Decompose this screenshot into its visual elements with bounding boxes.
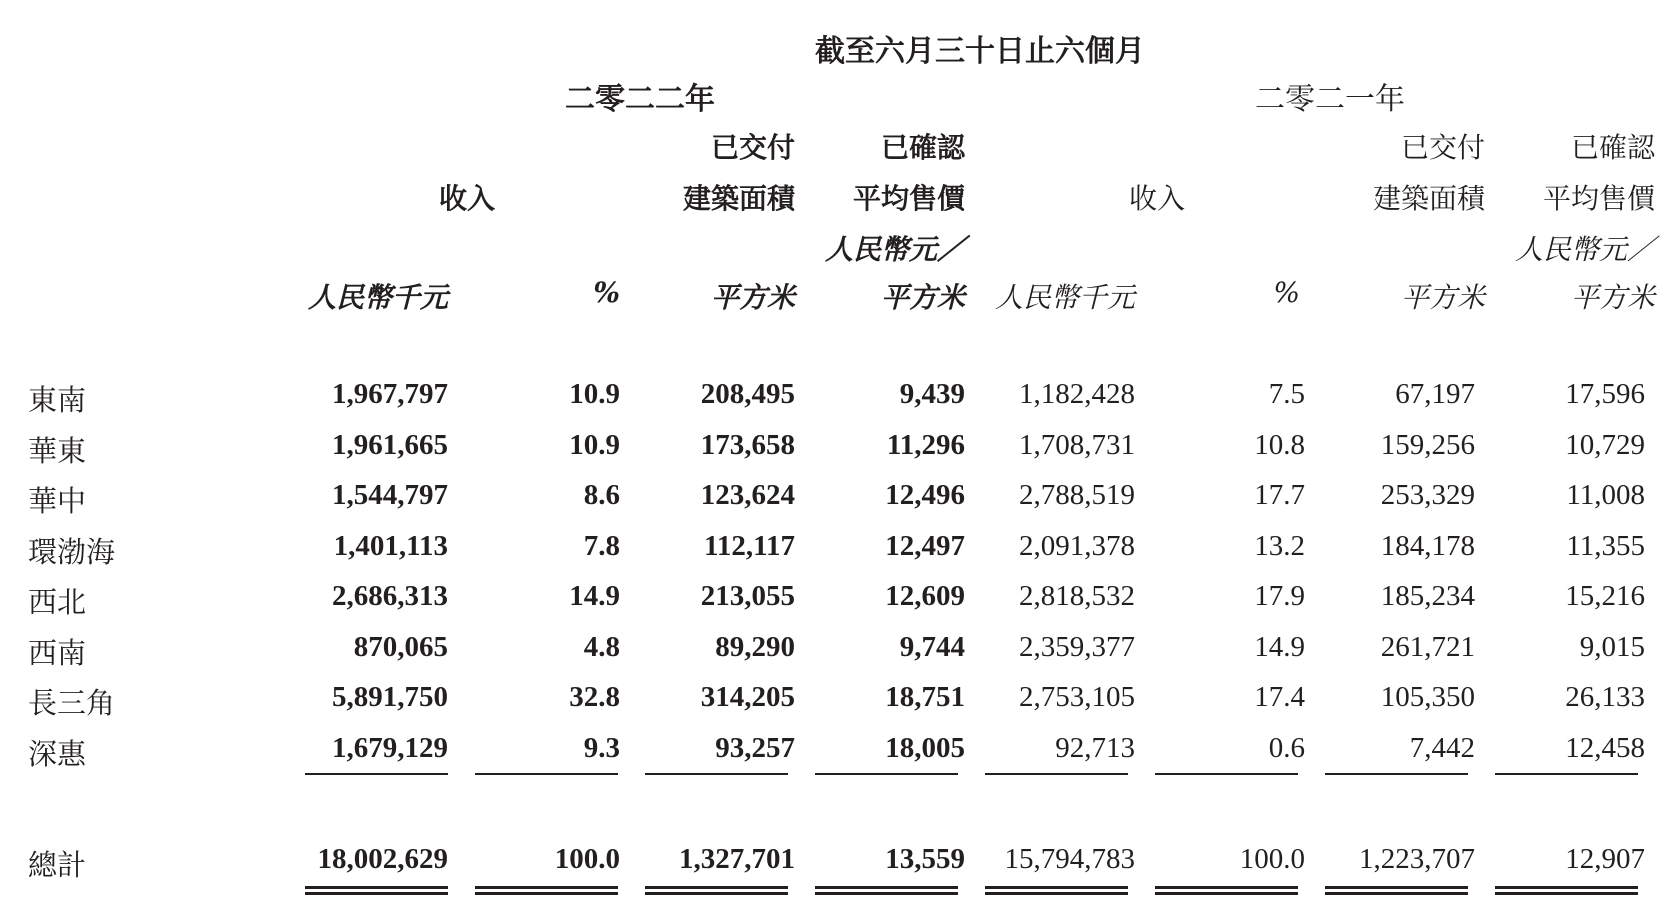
table-cell: 208,495 [700, 378, 795, 410]
table-cell: 253,329 [1380, 479, 1475, 511]
table-cell: 26,133 [1565, 681, 1645, 713]
total-double-rule [1155, 886, 1298, 895]
table-cell: 0.6 [1268, 731, 1305, 764]
table-cell: 261,721 [1380, 630, 1475, 663]
header-revenue-2022: 收入 [438, 182, 495, 215]
table-cell: 89,290 [715, 630, 795, 663]
unit-pct-2021: % [1273, 276, 1300, 309]
table-cell: 11,355 [1566, 529, 1645, 562]
year-2022-heading: 二零二二年 [565, 82, 715, 117]
table-cell: 2,091,378 [1019, 529, 1135, 562]
total-cell: 1,223,707 [1359, 843, 1475, 875]
table-cell: 9,439 [899, 378, 965, 410]
unit-revenue-2021: 人民幣千元 [994, 281, 1135, 314]
table-cell: 93,257 [715, 731, 795, 764]
header-revenue-2021: 收入 [1128, 182, 1185, 215]
unit-gfa-2021: 平方米 [1400, 281, 1485, 314]
table-cell: 213,055 [700, 580, 795, 612]
total-cell: 13,559 [885, 843, 965, 875]
total-double-rule [1325, 886, 1468, 895]
table-cell: 10.8 [1254, 428, 1305, 461]
table-cell: 1,679,129 [332, 731, 448, 764]
table-cell: 13.2 [1254, 529, 1305, 562]
table-cell: 314,205 [700, 681, 795, 713]
total-cell: 18,002,629 [317, 843, 448, 875]
table-cell: 4.8 [583, 630, 620, 663]
header-gfa-2021-line1: 已交付 [1400, 131, 1485, 164]
table-cell: 159,256 [1380, 428, 1475, 461]
table-cell: 17.4 [1254, 681, 1305, 713]
subtotal-rule [815, 773, 958, 775]
subtotal-rule [645, 773, 788, 775]
header-asp-2021-line2: 平均售價 [1542, 182, 1655, 215]
table-cell: 12,609 [885, 580, 965, 612]
table-cell: 1,967,797 [332, 378, 448, 410]
table-cell: 185,234 [1380, 580, 1475, 612]
unit-asp-2021-line1: 人民幣元／ [1514, 233, 1655, 266]
table-cell: 10.9 [569, 428, 620, 461]
row-label: 長三角 [28, 686, 116, 720]
table-cell: 9.3 [583, 731, 620, 764]
table-cell: 11,296 [886, 428, 965, 461]
table-cell: 67,197 [1395, 378, 1475, 410]
table-cell: 9,015 [1579, 630, 1645, 663]
table-cell: 173,658 [700, 428, 795, 461]
table-cell: 18,005 [885, 731, 965, 764]
table-cell: 2,686,313 [332, 580, 448, 612]
total-double-rule [815, 886, 958, 895]
unit-pct-2022: % [593, 276, 620, 309]
row-label: 西北 [28, 585, 87, 619]
table-cell: 2,359,377 [1019, 630, 1135, 663]
header-gfa-2022-line2: 建築面積 [682, 182, 795, 215]
subtotal-rule [1325, 773, 1468, 775]
total-cell: 100.0 [1239, 843, 1305, 875]
row-label: 西南 [28, 635, 87, 670]
row-label: 華東 [28, 433, 87, 468]
table-cell: 12,496 [885, 479, 965, 511]
table-cell: 14.9 [1254, 630, 1305, 663]
subtotal-rule [305, 773, 448, 775]
table-cell: 10.9 [569, 378, 620, 410]
total-double-rule [645, 886, 788, 895]
subtotal-rule [1495, 773, 1638, 775]
table-cell: 32.8 [569, 681, 620, 713]
total-double-rule [475, 886, 618, 895]
subtotal-rule [475, 773, 618, 775]
unit-revenue-2022: 人民幣千元 [307, 281, 448, 314]
year-2021-heading: 二零二一年 [1255, 82, 1405, 117]
table-cell: 112,117 [703, 529, 795, 562]
table-cell: 7.5 [1268, 378, 1305, 410]
table-cell: 7,442 [1409, 731, 1475, 764]
total-double-rule [1495, 886, 1638, 895]
table-cell: 870,065 [353, 630, 448, 663]
table-cell: 17.9 [1254, 580, 1305, 612]
total-cell: 100.0 [554, 843, 620, 875]
table-cell: 14.9 [569, 580, 620, 612]
total-cell: 1,327,701 [679, 843, 795, 875]
table-cell: 5,891,750 [332, 681, 448, 713]
unit-asp-2021-line2: 平方米 [1570, 281, 1655, 314]
header-gfa-2021-line2: 建築面積 [1372, 182, 1485, 215]
table-cell: 1,182,428 [1019, 378, 1135, 410]
subtotal-rule [985, 773, 1128, 775]
total-double-rule [305, 886, 448, 895]
table-cell: 9,744 [899, 630, 965, 663]
table-cell: 92,713 [1055, 731, 1135, 764]
row-label: 深惠 [28, 736, 87, 771]
total-label: 總計 [28, 848, 87, 882]
table-cell: 2,753,105 [1019, 681, 1135, 713]
row-label: 華中 [28, 484, 87, 518]
table-cell: 12,458 [1565, 731, 1645, 764]
table-cell: 18,751 [885, 681, 965, 713]
period-heading: 截至六月三十日止六個月 [815, 34, 1145, 69]
table-cell: 184,178 [1380, 529, 1475, 562]
table-cell: 2,818,532 [1019, 580, 1135, 612]
unit-gfa-2022: 平方米 [710, 281, 795, 314]
table-cell: 1,401,113 [333, 529, 448, 562]
unit-asp-2022-line1: 人民幣元／ [824, 233, 965, 266]
table-cell: 12,497 [885, 529, 965, 562]
header-gfa-2022-line1: 已交付 [710, 131, 795, 164]
table-cell: 11,008 [1566, 479, 1645, 511]
subtotal-rule [1155, 773, 1298, 775]
table-cell: 123,624 [700, 479, 795, 511]
header-asp-2022-line1: 已確認 [880, 131, 965, 164]
table-cell: 105,350 [1380, 681, 1475, 713]
table-cell: 15,216 [1565, 580, 1645, 612]
table-cell: 17,596 [1565, 378, 1645, 410]
table-cell: 1,544,797 [332, 479, 448, 511]
header-asp-2022-line2: 平均售價 [852, 182, 965, 215]
table-cell: 17.7 [1254, 479, 1305, 511]
table-cell: 1,961,665 [332, 428, 448, 461]
table-cell: 10,729 [1565, 428, 1645, 461]
total-double-rule [985, 886, 1128, 895]
table-cell: 7.8 [583, 529, 620, 562]
row-label: 環渤海 [28, 534, 116, 569]
total-cell: 12,907 [1565, 843, 1645, 875]
table-cell: 8.6 [583, 479, 620, 511]
table-cell: 1,708,731 [1019, 428, 1135, 461]
table-cell: 2,788,519 [1019, 479, 1135, 511]
row-label: 東南 [28, 383, 87, 417]
unit-asp-2022-line2: 平方米 [880, 281, 965, 314]
header-asp-2021-line1: 已確認 [1570, 131, 1655, 164]
total-cell: 15,794,783 [1004, 843, 1135, 875]
